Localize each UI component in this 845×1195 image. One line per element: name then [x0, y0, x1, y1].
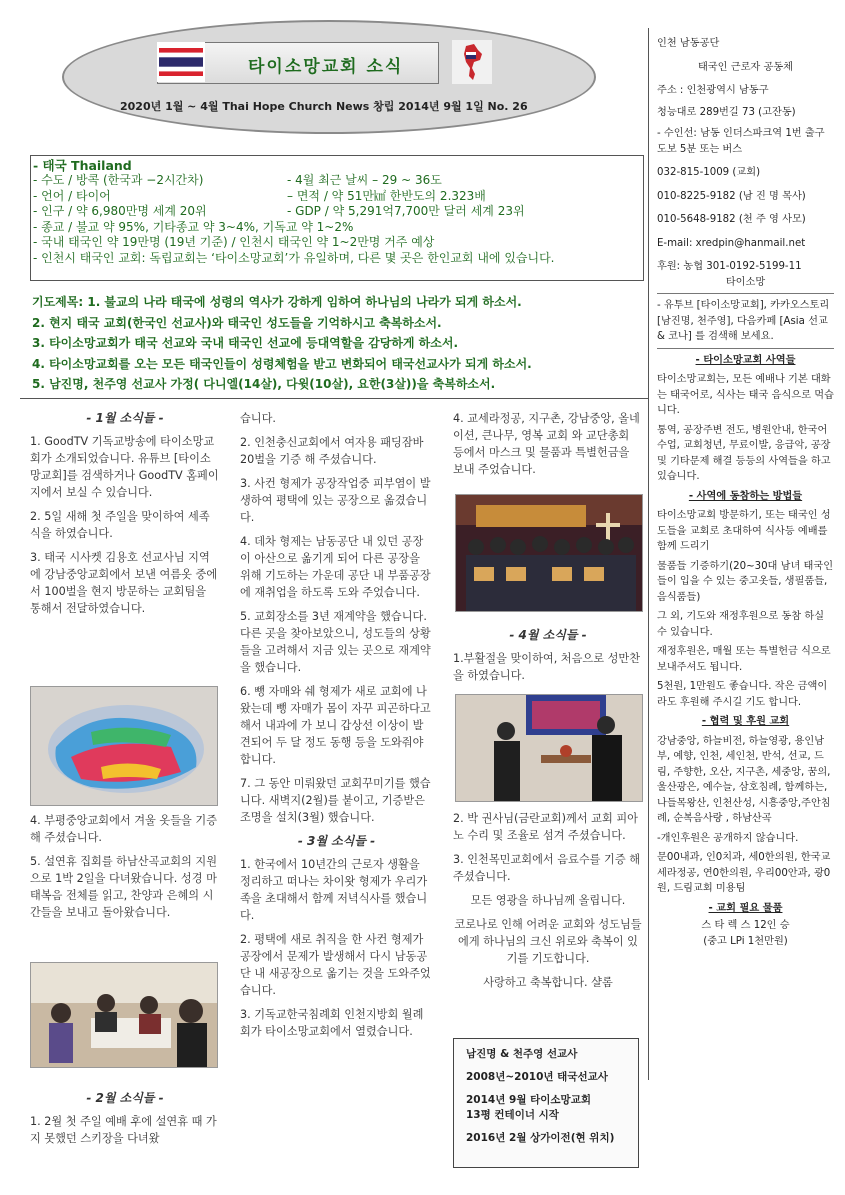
sidebar	[648, 28, 834, 1080]
news-item: 2. 5일 새해 첫 주일을 맞이하여 세족식을 하였습니다.	[30, 510, 210, 540]
closing-text: 사랑하고 축복합니다. 샬롬	[483, 976, 613, 989]
info-line: - GDP / 약 5,291억7,700만 달러 세계 23위	[287, 204, 525, 218]
sidebar-line: 스 타 렉 스 12인 승	[701, 920, 790, 931]
column-3-april	[453, 627, 643, 691]
sidebar-line: -개인후원은 공개하지 않습니다.	[657, 832, 799, 844]
sidebar-line: (중고 LPi 1천만원)	[703, 935, 788, 947]
sidebar-heading: - 사역에 동참하는 방법들	[688, 490, 803, 502]
prayer-item: 4. 타이소망교회를 오는 모든 태국인들이 성령체험을 받고 변화되어 태국선교사가 되게 하소서.	[32, 356, 532, 371]
sidebar-line: 통역, 공장주변 전도, 병원안내, 한국어수업, 교회청년, 무료이발, 응급악, 공장 및 기타문제 해결 등등의 사역들을 하고 있습니다.	[657, 424, 831, 482]
news-item: 4. 부평중앙교회에서 겨울 옷들을 기증 해 주셨습니다.	[30, 814, 218, 844]
missionary-line: 2016년 2월 상가이전(현 위치)	[466, 1132, 615, 1144]
info-line: – 면적 / 약 51만㎢ 한반도의 2.323배	[287, 189, 486, 203]
news-item: 1. 한국에서 10년간의 근로자 생활을 정리하고 떠나는 차이왓 형제가 우리가족을 초대해서 함께 저녁식사를 했습니다.	[240, 858, 428, 922]
news-item: 3. 인천목민교회에서 음료수를 기증 해 주셨습니다.	[453, 853, 641, 883]
thailand-info-box	[30, 155, 644, 281]
news-item: 1. GoodTV 기독교방송에 타이소망교회가 소개되었습니다. 유튜브 [타이소망교회]를 검색하거나 GoodTV 홈페이지에서 보실 수 있습니다.	[30, 435, 219, 499]
sidebar-account: 후원: 농협 301-0192-5199-11	[657, 261, 802, 272]
sidebar-line: 문00내과, 인0치과, 세0한의원, 한국교세라정공, 연0한의원, 우리00안과, 광0원, 드림교회 미용팀	[657, 852, 831, 894]
prayer-item: 2. 현지 태국 교회(한국인 선교사)와 태국인 성도들을 기억하시고 축복하소서.	[32, 315, 442, 330]
divider	[20, 398, 648, 399]
info-line: - 수도 / 방콕 (한국과 −2시간차)	[33, 173, 204, 187]
sidebar-heading: - 교회 필요 물품	[708, 902, 783, 914]
news-item: 3. 사컨 형제가 공장작업중 피부염이 발생하여 평택에 있는 공장으로 옮겼습니다.	[240, 477, 431, 524]
info-line: - 인구 / 약 6,980만명 세계 20위	[33, 204, 207, 218]
info-line: - 인천시 태국인 교회: 독립교회는 ‘타이소망교회’가 유일하며, 다른 몇 곳은 한인교회 내에 있습니다.	[33, 251, 555, 265]
info-line: - 태국 Thailand	[33, 158, 132, 173]
news-item: 2. 평택에 새로 취직을 한 사컨 형제가 공장에서 문제가 발생해서 다시 남동공단 내 새공장으로 옮기는 것을 도와주었습니다.	[240, 933, 431, 997]
sidebar-line: 강남중앙, 하늘비전, 하늘영광, 용인남부, 예향, 인천, 세인천, 반석, 선교, 드림, 주향한, 오산, 지구촌, 세중앙, 꿈의, 울산광은, 예수늘, 삼호침례, 함께하는, 나들목왕산, 인천산성, 시흥중앙,주안침례, 순복음사랑 , 하남산곡	[657, 735, 831, 824]
news-item: 2. 인천충신교회에서 여자용 패딩잠바 20벌을 기증 해 주셨습니다.	[240, 436, 424, 466]
sidebar-heading: - 타이소망교회 사역들	[695, 354, 796, 366]
prayer-requests	[32, 292, 644, 395]
thai-flag-icon	[157, 42, 205, 82]
column-1	[30, 410, 220, 624]
news-item: 2. 박 권사님(금란교회)께서 교회 피아노 수리 및 조율로 섬겨 주셨습니다.	[453, 812, 638, 842]
sidebar-phone: 010-8225-9182 (남 진 명 목사)	[657, 190, 806, 202]
info-line: - 언어 / 타이어	[33, 189, 111, 203]
sidebar-divider	[657, 293, 834, 294]
prayer-item: 5. 남진명, 천주영 선교사 가정( 다니엘(14살), 다윗(10살), 요한(3살))을 축복하소서.	[32, 377, 496, 391]
section-heading-april: - 4월 소식들 -	[509, 628, 587, 642]
missionary-line: 2008년~2010년 태국선교사	[466, 1071, 608, 1083]
column-3	[453, 410, 643, 485]
photo-donated-clothes	[30, 686, 218, 806]
closing-text: 코로나로 인해 어려운 교회와 성도님들에게 하나님의 크신 위로와 축복이 있기를 기도합니다.	[454, 918, 642, 965]
sidebar-line: 인천 남동공단	[657, 38, 720, 49]
news-item: 6. 뺑 자매와 쉐 형제가 새로 교회에 나왔는데 뺑 자매가 몸이 자꾸 피곤하다고 해서 내과에 가 보니 갑상선 이상이 발견되어 두 달 정도 동행 등을 도와줘야 합니다.	[240, 685, 431, 766]
sidebar-email: E-mail: xredpin@hanmail.net	[657, 237, 806, 249]
column-1-lower	[30, 812, 220, 928]
column-1-feb	[30, 1090, 220, 1154]
missionary-line: 13평 컨테이너 시작	[466, 1109, 559, 1121]
photo-church-group	[455, 494, 643, 612]
newsletter-title: 타이소망교회 소식	[248, 57, 404, 77]
sidebar-phone: 010-5648-9182 (천 주 영 사모)	[657, 214, 806, 225]
missionary-line: 남진명 & 천주영 선교사	[466, 1048, 578, 1060]
sidebar-line: 타이소망교회는, 모든 예배나 기본 대화는 태국어로, 식사는 태국 음식으로 먹습니다.	[657, 374, 834, 416]
news-item: 7. 그 동안 미뤄왔던 교회꾸미기를 했습니다. 새벽지(2월)를 붙이고, 기증받은 조명을 설치(3월) 했습니다.	[240, 777, 431, 824]
news-item: 4. 데차 형제는 남동공단 내 있던 공장이 아산으로 옮기게 되어 다른 공장을 위해 기도하는 가운데 공단 내 부품공장에 재취업을 하도록 도와 주었습니다.	[240, 535, 431, 599]
info-line: - 4월 최근 날씨 – 29 ~ 36도	[287, 173, 442, 187]
sidebar-divider	[657, 348, 834, 349]
news-item: 1.부활절을 맞이하여, 처음으로 성만찬을 하였습니다.	[453, 652, 641, 682]
column-3-lower	[453, 810, 643, 998]
section-heading-january: - 1월 소식들 -	[86, 411, 164, 425]
sidebar-line: 태국인 근로자 공동체	[697, 61, 794, 73]
prayer-item: 기도제목: 1. 불교의 나라 태국에 성령의 역사가 강하게 임하여 하나님의 나라가 되게 하소서.	[32, 295, 522, 309]
closing-text: 모든 영광을 하나님께 올립니다.	[470, 894, 626, 907]
sidebar-line: 그 외, 기도와 재정후원으로 동참 하실 수 있습니다.	[657, 611, 825, 638]
sidebar-heading: - 협력 및 후원 교회	[701, 716, 790, 727]
sidebar-account-holder: 타이소망	[725, 276, 766, 288]
sidebar-line: 물품들 기증하기(20~30대 남녀 태국인들이 입을 수 있는 중고옷들, 생필품들, 음식품들)	[657, 560, 834, 603]
news-item: 4. 교세라정공, 지구촌, 강남중앙, 올네이션, 큰나무, 영복 교회 와 교단총회 등에서 마스크 및 물품과 특별헌금을 보내 주었습니다.	[453, 412, 640, 476]
column-2	[240, 410, 433, 1047]
info-line: - 종교 / 불교 약 95%, 기타종교 약 3~4%, 기독교 약 1~2%	[33, 220, 354, 234]
info-line: - 국내 태국인 약 19만명 (19년 기준) / 인천시 태국인 약 1~2만명 거주 예상	[33, 235, 435, 249]
sidebar-address: 청능대로 289번길 73 (고잔동)	[657, 106, 796, 118]
issue-subtitle: 2020년 1월 ~ 4월 Thai Hope Church News 창립 2014년 9월 1일 No. 26	[120, 100, 528, 113]
sidebar-line: 5천원, 1만원도 좋습니다. 작은 금액이라도 후원해 주시길 기도 합니다.	[657, 681, 828, 708]
missionary-line: 2014년 9월 타이소망교회	[466, 1094, 591, 1106]
prayer-item: 3. 타이소망교회가 태국 선교와 국내 태국인 선교에 등대역할을 감당하게 하소서.	[32, 336, 459, 350]
news-item: 3. 기독교한국침례회 인천지방회 월례회가 타이소망교회에서 열렸습니다.	[240, 1008, 424, 1038]
missionary-info-box	[453, 1038, 639, 1168]
sidebar-address: 주소 : 인천광역시 남동구	[657, 85, 769, 96]
section-heading-february: - 2월 소식들 -	[86, 1091, 164, 1105]
sidebar-phone: 032-815-1009 (교회)	[657, 167, 761, 178]
photo-retreat-meeting	[30, 962, 218, 1068]
news-item: 5. 설연휴 집회를 하남산곡교회의 지원으로 1박 2일을 다녀왔습니다. 성경 마태복음 전체를 읽고, 찬양과 은혜의 시간들을 보내고 돌아왔습니다.	[30, 855, 218, 919]
sidebar-line: - 유투브 [타이소망교회], 카카오스토리 [남진명, 천주영], 다음카페 [Asia 선교 & 코나] 를 검색해 보세요.	[657, 300, 830, 342]
news-item: 3. 태국 시사켓 김용호 선교사님 지역에 강남중앙교회에서 보낸 여름옷 중에서 100벌을 현지 방문하는 교회팀을 통해서 전달하였습니다.	[30, 551, 218, 615]
news-item: 1. 2월 첫 주일 예배 후에 설연휴 때 가지 못했던 스키장을 다녀왔	[30, 1115, 217, 1145]
news-item: 5. 교회장소를 3년 재계약을 했습니다. 다른 곳을 찾아보았으니, 성도들의 상황들을 고려해서 지금 있는 곳으로 재계약을 했습니다.	[240, 610, 431, 674]
sidebar-line: - 수인선: 남동 인더스파크역 1번 출구 도보 5분 또는 버스	[657, 128, 825, 155]
sidebar-line: 재정후원은, 매월 또는 특별헌금 식으로 보내주셔도 됩니다.	[657, 646, 831, 673]
thailand-map-icon	[452, 40, 492, 84]
photo-communion	[455, 694, 643, 802]
news-item: 습니다.	[240, 412, 276, 425]
sidebar-line: 타이소망교회 방문하기, 또는 태국인 성도들을 교회로 초대하여 식사등 예배를 함께 드리기	[657, 510, 831, 552]
section-heading-march: - 3월 소식들 -	[297, 834, 376, 848]
